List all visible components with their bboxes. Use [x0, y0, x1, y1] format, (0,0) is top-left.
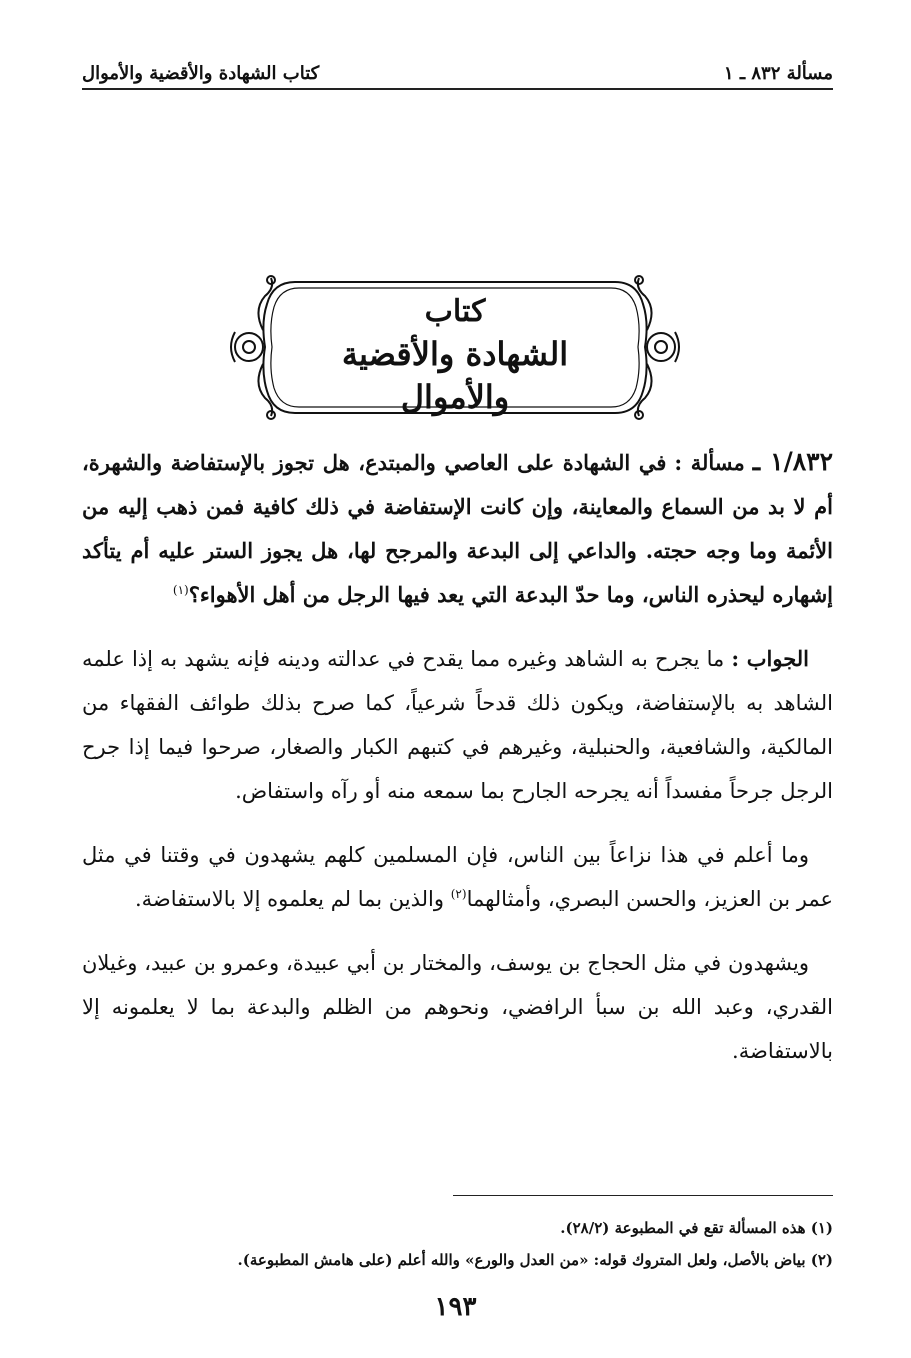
book-title-line-1: كتاب: [424, 294, 486, 329]
page-number: ١٩٣: [434, 1292, 477, 1322]
book-title-line-2: الشهادة والأقضية والأموال: [341, 334, 569, 416]
footnote-ref-2: (٢): [450, 887, 467, 901]
paragraph-3-text-b: والذين بما لم يعلموه إلا بالاستفاضة.: [135, 887, 445, 911]
answer-paragraph: [82, 637, 833, 813]
running-header: [82, 56, 833, 90]
answer-text: ما يجرح به الشاهد وغيره مما يقدح في عدالته ودينه فإنه يشهد به إذا علمه الشاهد به بالإستفاضة، ويكون ذلك قدحاً شرعياً، كما صرح بذلك طوائف الفقهاء من المالكية، والشافعية، والحنبلية، وغيرهم في كتبهم الكبار والصغار، صرحوا فيما إذا جرح الرجل جرحاً مفسداً أنه يجرحه الجارح بما سمعه منه أو رآه واستفاض.: [82, 647, 833, 803]
question-paragraph: [82, 440, 833, 617]
book-title: [285, 292, 625, 419]
book-title-frame: [225, 270, 685, 425]
footnote-divider: [453, 1195, 833, 1196]
paragraph-4: [82, 941, 833, 1073]
footnote-1: (١) هذه المسألة تقع في المطبوعة (٢٨/٢).: [560, 1219, 833, 1237]
paragraph-3-text-a: وما أعلم في هذا نزاعاً بين الناس، فإن المسلمين كلهم يشهدون في وقتنا في مثل عمر بن العزيز، والحسن البصري، وأمثالهما: [82, 843, 833, 911]
footnotes: [82, 1212, 833, 1276]
main-text: [82, 440, 833, 1093]
footnote-ref-1: (١): [172, 583, 189, 597]
question-number: ١/٨٣٢ ـ: [752, 447, 833, 476]
paragraph-3: [82, 833, 833, 921]
question-label: مسألة :: [674, 450, 745, 475]
header-book-title: كتاب الشهادة والأقضية والأموال: [82, 63, 320, 84]
question-text: في الشهادة على العاصي والمبتدع، هل تجوز بالإستفاضة والشهرة، أم لا بد من السماع والمعاينة، وإن كانت الإستفاضة في ذلك كافية فمن ذهب إليه من الأئمة وما وجه حجته. والداعي إلى البدعة والمرجح لها، هل يجوز الستر عليه أم يتأكد إشهاره ليحذره الناس، وما حدّ البدعة التي يعد فيها الرجل من أهل الأهواء؟: [82, 450, 833, 607]
header-question-ref: مسألة ٨٣٢ ـ ١: [723, 63, 833, 84]
footnote-2: (٢) بياض بالأصل، ولعل المتروك قوله: «من العدل والورع» والله أعلم (على هامش المطبوعة).: [237, 1251, 833, 1269]
answer-label: الجواب :: [731, 646, 810, 671]
paragraph-4-text: ويشهدون في مثل الحجاج بن يوسف، والمختار بن أبي عبيدة، وعمرو بن عبيد، وغيلان القدري، وعبد الله بن سبأ الرافضي، ونحوهم من الظلم والبدعة بما لا يعلمونه إلا بالاستفاضة.: [82, 951, 833, 1063]
